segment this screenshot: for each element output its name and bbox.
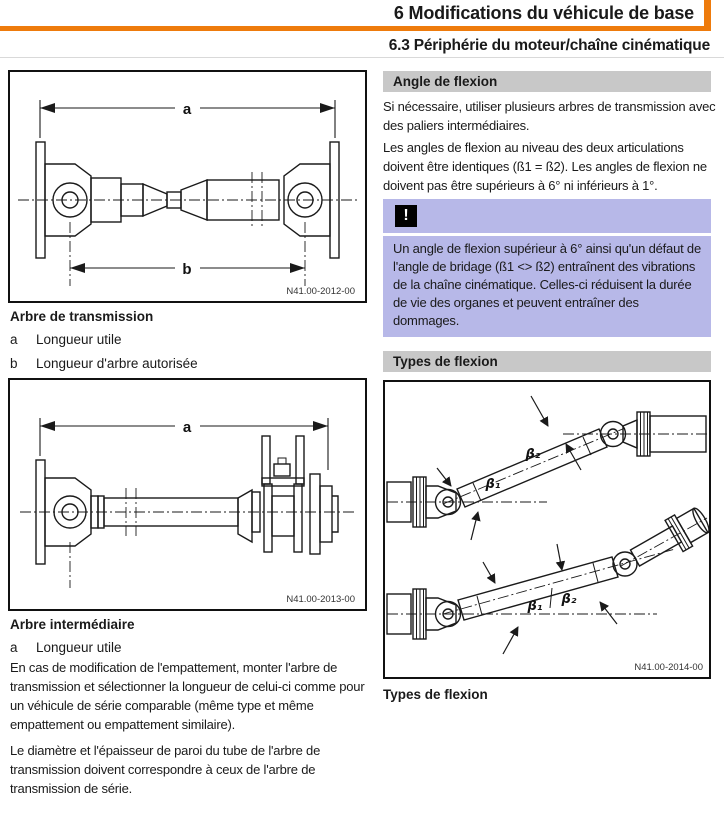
beta2-top-label: β₂ [525, 447, 541, 462]
legend-key: b [10, 356, 18, 371]
subsection-header-types-de-flexion: Types de flexion [383, 351, 711, 372]
chapter-accent-rule [0, 26, 711, 31]
beta2-bottom-label: β₂ [561, 592, 577, 607]
section-divider [0, 57, 724, 58]
dimension-a-label: a [182, 101, 192, 118]
beta1-bottom-label: β₁ [527, 599, 543, 614]
legend-item [10, 640, 122, 655]
figure-drive-shaft [8, 70, 367, 303]
body-paragraph: Le diamètre et l'épaisseur de paroi du tube de l'arbre de transmission doivent correspondre à ceux de l'arbre de transmission de série. [10, 743, 321, 796]
body-paragraph: En cas de modification de l'empattement, monter l'arbre de transmission et sélectionner la longueur de celui-ci comme pour un véhicule de série comparable (même type et même empattement ou empattement similaire). [10, 660, 365, 732]
figure-caption-flexion-types: Types de flexion [383, 687, 488, 702]
chapter-title: 6 Modifications du véhicule de base [393, 3, 694, 23]
body-paragraph: Les angles de flexion au niveau des deux articulations doivent être identiques (ß1 = ß2). Les angles de flexion ne doivent pas être supérieurs à 6° ni inférieurs à 1°. [383, 140, 707, 193]
dimension-b-label: b [182, 261, 192, 278]
body-paragraph: Si nécessaire, utiliser plusieurs arbres de transmission avec des paliers intermédiaires. [383, 99, 716, 133]
figure-reference: N41.00-2014-00 [634, 662, 703, 673]
figure-caption-intermediate-shaft: Arbre intermédiaire [10, 617, 135, 632]
figure-intermediate-shaft [8, 378, 367, 611]
figure-reference: N41.00-2013-00 [286, 594, 355, 605]
dimension-a-label: a [182, 419, 192, 436]
legend-item [10, 332, 122, 347]
intermediate-shaft-drawing [10, 380, 365, 609]
section-title: 6.3 Périphérie du moteur/chaîne cinématique [388, 37, 710, 54]
flexion-types-drawing [385, 382, 709, 677]
figure-flexion-types [383, 380, 711, 679]
legend-key: a [10, 640, 18, 655]
warning-icon: ! [395, 205, 417, 227]
legend-label: Longueur utile [36, 640, 122, 655]
legend-key: a [10, 332, 18, 347]
figure-reference: N41.00-2012-00 [286, 286, 355, 297]
chapter-accent-tab [704, 0, 711, 31]
legend-item [10, 356, 198, 371]
legend-label: Longueur utile [36, 332, 122, 347]
figure-caption-drive-shaft: Arbre de transmission [10, 309, 154, 324]
legend-label: Longueur d'arbre autorisée [36, 356, 198, 371]
note-icon-bar [383, 199, 711, 233]
beta1-top-label: β₁ [485, 477, 501, 492]
drive-shaft-drawing [10, 72, 365, 301]
note-text: Un angle de flexion supérieur à 6° ainsi qu'un défaut de l'angle de bridage (ß1 <> ß2) entraînent des vibrations de la chaîne cinématique. Celles-ci réduisent la durée de vie des organes et peuvent entraîner des dommages. [383, 236, 711, 337]
subsection-header-angle-de-flexion: Angle de flexion [383, 71, 711, 92]
